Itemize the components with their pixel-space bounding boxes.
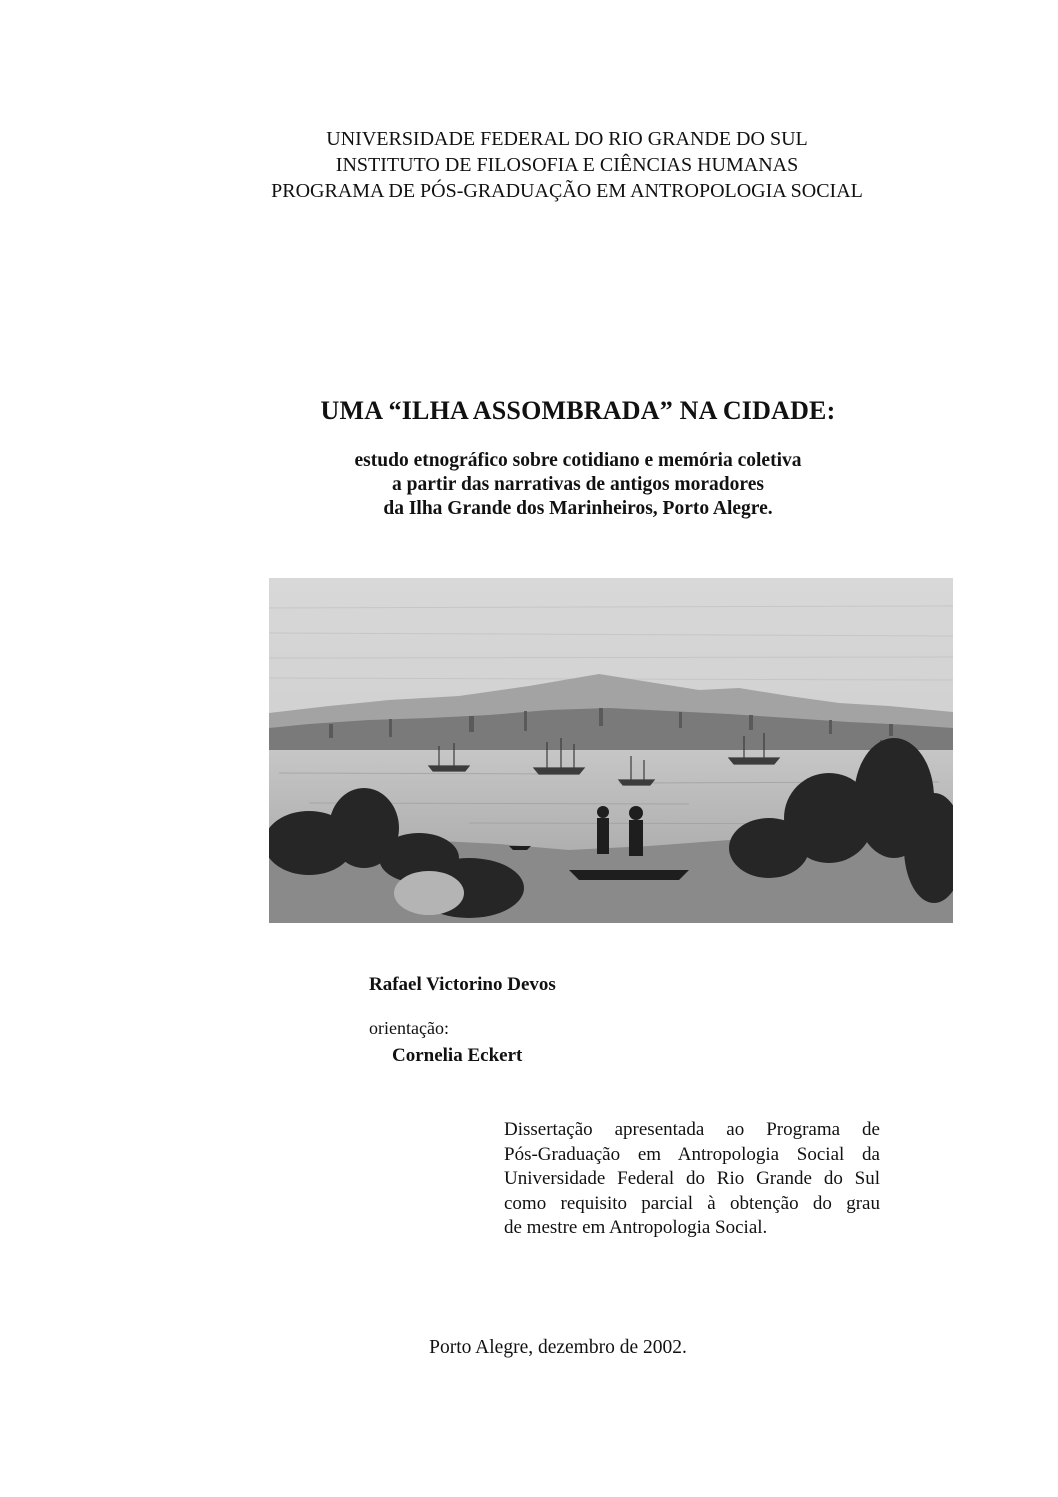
program-name: PROGRAMA DE PÓS-GRADUAÇÃO EM ANTROPOLOGIA SOCIAL (271, 180, 863, 202)
dissertation-line-5: de mestre em Antropologia Social. (504, 1217, 768, 1238)
rock (394, 871, 464, 915)
dissertation-note (504, 1118, 880, 1241)
dissertation-line-3: Universidade Federal do Rio Grande do Sul (504, 1168, 880, 1189)
subtitle-line-3: da Ilha Grande dos Marinheiros, Porto Alegre. (383, 498, 773, 519)
subtitle-line-2: a partir das narrativas de antigos moradores (392, 474, 764, 495)
thesis-title: UMA “ILHA ASSOMBRADA” NA CIDADE: (320, 396, 836, 425)
dissertation-line-2: Pós-Graduação em Antropologia Social da (504, 1143, 880, 1165)
dissertation-line-4: como requisito parcial à obtenção do grau (504, 1192, 880, 1214)
harbor-engraving-image (269, 578, 953, 923)
institute-name: INSTITUTO DE FILOSOFIA E CIÊNCIAS HUMANAS (335, 154, 799, 176)
dissertation-line-1: Dissertação apresentada ao Programa de (504, 1119, 880, 1140)
author-name: Rafael Victorino Devos (369, 974, 556, 995)
advisor-name: Cornelia Eckert (392, 1045, 523, 1066)
orientation-label: orientação: (369, 1018, 449, 1038)
place-and-date: Porto Alegre, dezembro de 2002. (429, 1337, 687, 1358)
university-name: UNIVERSIDADE FEDERAL DO RIO GRANDE DO SUL (326, 128, 808, 150)
thesis-subtitle (0, 449, 1058, 521)
subtitle-line-1: estudo etnográfico sobre cotidiano e memória coletiva (354, 450, 802, 471)
institution-header (0, 126, 1058, 204)
